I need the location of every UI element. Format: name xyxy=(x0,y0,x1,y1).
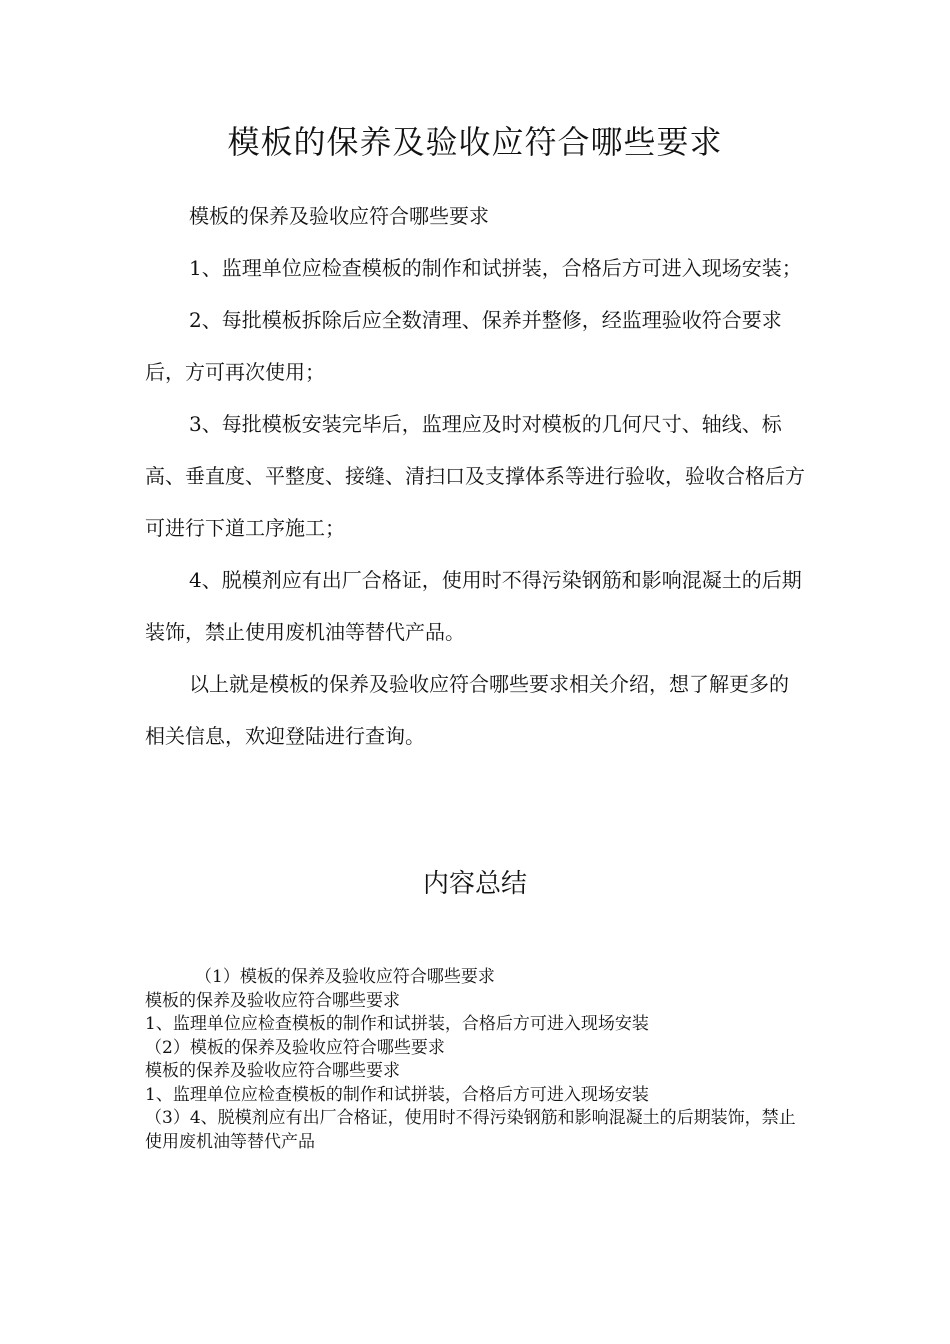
summary-section xyxy=(145,966,807,1154)
summary-line: 模板的保养及验收应符合哪些要求 xyxy=(145,1061,400,1081)
paragraph-item-4: 4、脱模剂应有出厂合格证，使用时不得污染钢筋和影响混凝土的后期装饰，禁止使用废机油等替代产品。 xyxy=(145,568,802,644)
document-title: 模板的保养及验收应符合哪些要求 xyxy=(227,123,723,161)
paragraph-item-1: 1、监理单位应检查模板的制作和试拼装，合格后方可进入现场安装； xyxy=(189,256,802,280)
summary-line: （2）模板的保养及验收应符合哪些要求 xyxy=(145,1037,445,1058)
paragraph-item-2: 2、每批模板拆除后应全数清理、保养并整修，经监理验收符合要求后，方可再次使用； xyxy=(145,308,782,384)
paragraph-item-3: 3、每批模板安装完毕后，监理应及时对模板的几何尺寸、轴线、标高、垂直度、平整度、接缝、清扫口及支撑体系等进行验收，验收合格后方可进行下道工序施工； xyxy=(145,412,805,540)
document-body xyxy=(145,190,807,762)
summary-line: （3）4、脱模剂应有出厂合格证，使用时不得污染钢筋和影响混凝土的后期装饰，禁止使用废机油等替代产品 xyxy=(145,1108,796,1152)
paragraph-intro: 模板的保养及验收应符合哪些要求 xyxy=(189,204,489,228)
summary-line: 1、监理单位应检查模板的制作和试拼装，合格后方可进入现场安装 xyxy=(145,1084,649,1105)
summary-line: 1、监理单位应检查模板的制作和试拼装，合格后方可进入现场安装 xyxy=(145,1014,649,1034)
summary-line: （1）模板的保养及验收应符合哪些要求 xyxy=(195,967,495,987)
summary-line: 模板的保养及验收应符合哪些要求 xyxy=(145,990,400,1011)
paragraph-conclusion: 以上就是模板的保养及验收应符合哪些要求相关介绍，想了解更多的相关信息，欢迎登陆进行查询。 xyxy=(145,672,789,748)
summary-heading: 内容总结 xyxy=(422,869,527,899)
